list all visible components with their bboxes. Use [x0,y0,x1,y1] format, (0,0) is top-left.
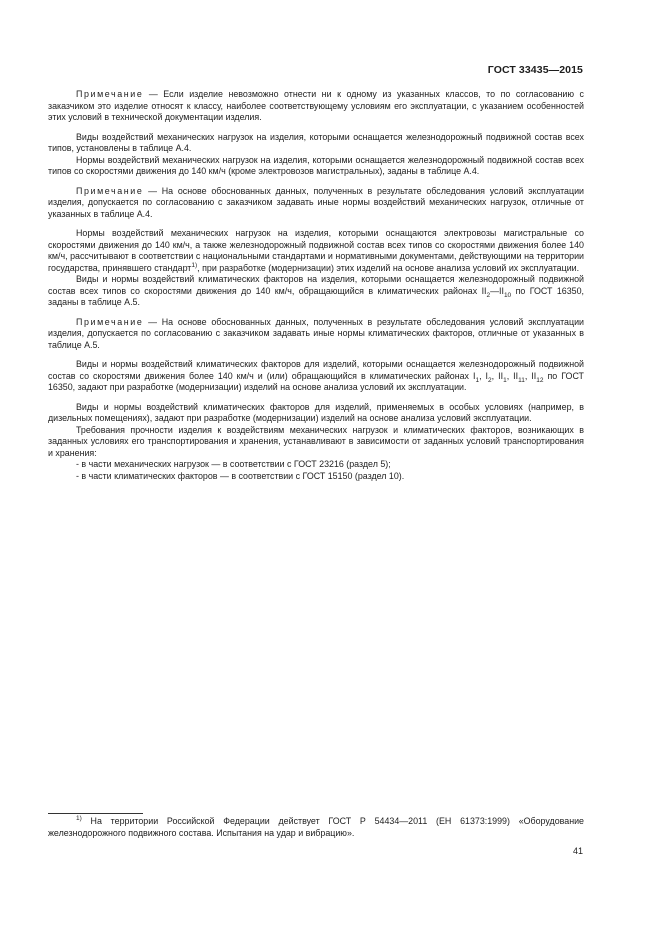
footnote-divider [48,813,143,814]
footnote-ref: 1) [191,261,198,269]
list-item: - в части климатических факторов — в соответствии с ГОСТ 15150 (раздел 10). [76,470,405,481]
paragraph-6: Виды и нормы воздействий климатических факторов на изделия, которыми оснащается железнодорожный подвижной состав всех типов со скоростями движения до 140 км/ч, обращающийся в климатических районах $II_2—II_{10}$ по ГОСТ 16350, заданы в таблице А.5. [48,274,584,307]
paragraph-2: Виды воздействий механических нагрузок на изделия, которыми оснащается железнодорожный подвижной состав всех типов, установлены в таблице А.4. [48,131,584,153]
paragraph-9: Виды и нормы воздействий климатических факторов для изделий, применяемых в особых условиях (например, в дизельных помещениях), задают при разработке (модернизации) изделий на основе анализа условий эксплуатации. [48,401,584,423]
document-body [48,89,584,482]
paragraph-8: Виды и нормы воздействий климатических факторов для изделий, которыми оснащается железнодорожный подвижной состав со скоростями движения более 140 км/ч и (или) обращающийся в климатических районах $I_1$, $I_2$, $II_1$, $II_{11}$, $II_{12}$ по ГОСТ 16350, задают при разработке (модернизации) изделий на основе анализа условий их эксплуатации. [48,359,584,392]
note-3: Примечание — На основе обоснованных данных, полученных в результате обследования условий эксплуатации изделия, допускается по согласованию с заказчиком задавать иные нормы климатических факторов, отличные от указанных в таблице А.5. [48,316,584,350]
paragraph-5: Нормы воздействий механических нагрузок на изделия, которыми оснащаются электровозы магистральные со скоростями движения до 140 км/ч, а также железнодорожный подвижной состав всех типов со скоростями движения более 140 км/ч, рассчитывают в соответствии с национальными стандартами и нормативными документами, действующими на территории государства, принявшего стандарт$^{1)}$, при разработке (модернизации) этих изделий на основе анализа условий их эксплуатации. [48,228,584,273]
requirements-list [48,459,584,482]
paragraph-3: Нормы воздействий механических нагрузок на изделия, которыми оснащается железнодорожный подвижной состав всех типов со скоростями движения до 140 км/ч (кроме электровозов магистральных), заданы в таблице А.4. [48,154,584,176]
note-label: Примечание [76,185,144,196]
note-label: Примечание [76,89,144,99]
paragraph-10: Требования прочности изделия к воздействиям механических нагрузок и климатических факторов, возникающих в заданных условиях его транспортирования и хранения, устанавливают в зависимости от заданных условий транспортирования и хранения: [48,424,584,458]
footnote-mark: 1) [76,815,82,823]
list-item: - в части механических нагрузок — в соответствии с ГОСТ 23216 (раздел 5); [76,459,391,469]
page-header: ГОСТ 33435—2015 [487,64,583,76]
note-1: Примечание — Если изделие невозможно отнести ни к одному из указанных классов, то по согласованию с заказчиком это изделие относят к классу, наиболее соответствующему условиям его эксплуатации, с указанием особенностей этих условий в технической документации изделия. [48,89,584,122]
note-2: Примечание — На основе обоснованных данных, полученных в результате обследования условий эксплуатации изделия, допускается по согласованию с заказчиком задавать иные нормы воздействий механических нагрузок, отличные от указанных в таблице А.4. [48,185,584,219]
footnote: $^{1)}$ На территории Российской Федерации действует ГОСТ Р 54434—2011 (ЕН 61373:1999) «Оборудование железнодорожного подвижного состава. Испытания на удар и вибрацию». [48,815,584,838]
note-label: Примечание [76,316,144,327]
page-number: 41 [572,846,583,856]
